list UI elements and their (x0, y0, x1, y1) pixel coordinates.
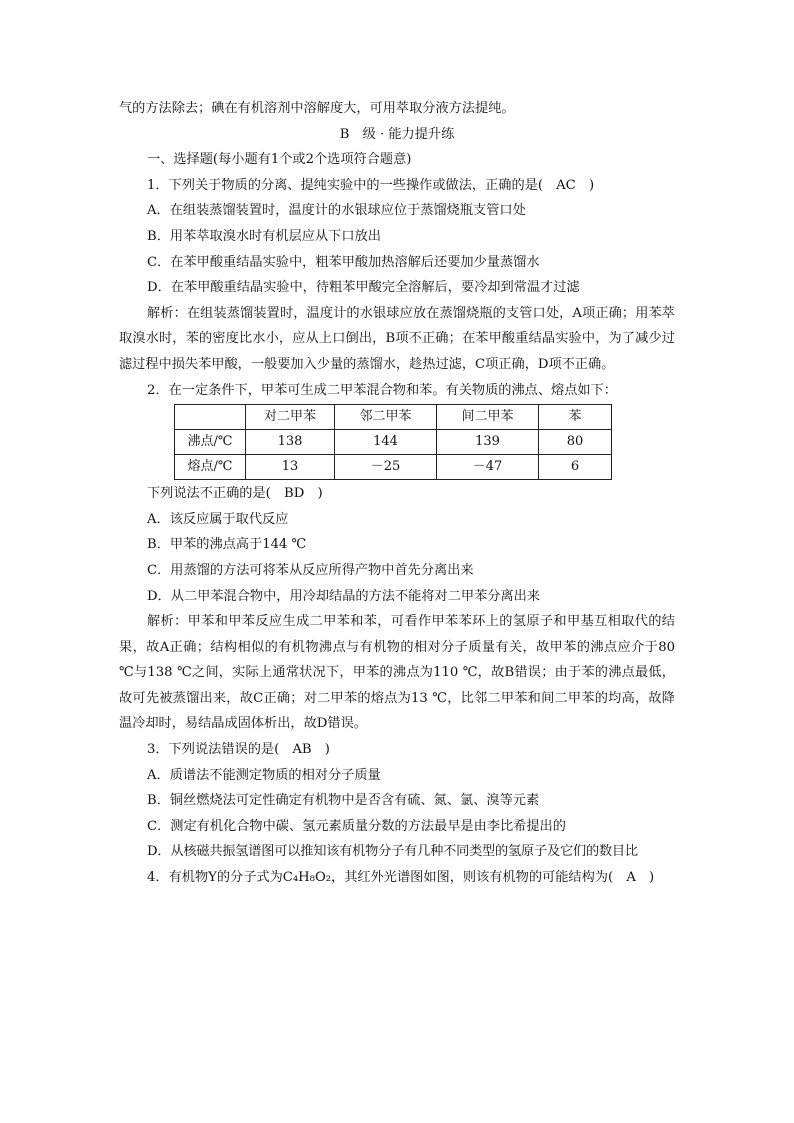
table-cell: －47 (437, 455, 539, 480)
table-header-cell: 邻二甲苯 (335, 405, 437, 430)
table-header-row (175, 405, 612, 430)
question-1-option-a: A．在组装蒸馏装置时，温度计的水银球应位于蒸馏烧瓶支管口处 (147, 203, 526, 219)
table-cell: 138 (246, 430, 335, 455)
text-line: 气的方法除去；碘在有机溶剂中溶解度大，可用萃取分液方法提纯。 (119, 101, 515, 116)
part-heading: 一、选择题(每小题有1个或2个选项符合题意) (147, 152, 412, 168)
table-row (175, 430, 612, 455)
boiling-melting-point-table (174, 404, 612, 480)
question-1-option-c: C．在苯甲酸重结晶实验中，粗苯甲酸加热溶解后还要加少量蒸馏水 (147, 254, 540, 270)
table-cell: 熔点/℃ (175, 455, 246, 480)
question-4: 4．有机物Y的分子式为C₄H₈O₂，其红外光谱图如图，则该有机物的可能结构为( A ) (147, 870, 655, 886)
question-2-option-c: C．用蒸馏的方法可将苯从反应所得产物中首先分离出来 (147, 562, 474, 578)
question-1-option-b: B．用苯萃取溴水时有机层应从下口放出 (147, 228, 381, 244)
table-header-cell: 间二甲苯 (437, 405, 539, 430)
question-2-option-d: D．从二甲苯混合物中，用冷却结晶的方法不能将对二甲苯分离出来 (147, 588, 541, 604)
table-cell: 80 (539, 430, 612, 455)
table-cell: 139 (437, 430, 539, 455)
question-2-explanation: 解析：甲苯和甲苯反应生成二甲苯和苯，可看作甲苯苯环上的氢原子和甲基互相取代的结果，故A正确；结构相似的有机物沸点与有机物的相对分子质量有关，故甲苯的沸点应介于80 ℃与138 ℃之间，实际上通常状况下，甲苯的沸点为110 ℃，故B错误；由于苯的沸点最低，故可先被蒸馏出来，故C正确；对二甲苯的熔点为13 ℃，比邻二甲苯和间二甲苯的均高，故降温冷却时，易结晶成固体析出，故D错误。 (119, 614, 675, 732)
table-row (175, 455, 612, 480)
table-cell: 沸点/℃ (175, 430, 246, 455)
question-1-explanation: 解析：在组装蒸馏装置时，温度计的水银球应放在蒸馏烧瓶的支管口处，A项正确；用苯萃取溴水时，苯的密度比水小，应从上口倒出，B项不正确；在苯甲酸重结晶实验中，为了减少过滤过程中损失苯甲酸，一般要加入少量的蒸馏水，趁热过滤，C项正确，D项不正确。 (119, 305, 675, 372)
question-1: 1．下列关于物质的分离、提纯实验中的一些操作或做法，正确的是( AC ) (147, 177, 595, 193)
question-3: 3．下列说法错误的是( AB ) (147, 742, 330, 758)
question-2: 2．在一定条件下，甲苯可生成二甲苯混合物和苯。有关物质的沸点、熔点如下： (147, 382, 617, 398)
question-1-option-d: D．在苯甲酸重结晶实验中，待粗苯甲酸完全溶解后，要冷却到常温才过滤 (147, 280, 580, 296)
table-header-cell (175, 405, 246, 430)
question-3-option-d: D．从核磁共振氢谱图可以推知该有机物分子有几种不同类型的氢原子及它们的数目比 (147, 844, 638, 860)
table-header-cell: 对二甲苯 (246, 405, 335, 430)
question-3-option-c: C．测定有机化合物中碳、氢元素质量分数的方法最早是由李比希提出的 (147, 818, 566, 834)
question-2-option-b: B．甲苯的沸点高于144 ℃ (147, 537, 307, 553)
table-cell: 144 (335, 430, 437, 455)
table-cell: －25 (335, 455, 437, 480)
table-header-cell: 苯 (539, 405, 612, 430)
table-cell: 6 (539, 455, 612, 480)
table-cell: 13 (246, 455, 335, 480)
document-content (119, 96, 675, 891)
question-3-option-a: A．质谱法不能测定物质的相对分子质量 (147, 767, 381, 783)
question-3-option-b: B．铜丝燃烧法可定性确定有机物中是否含有硫、氮、氯、溴等元素 (147, 793, 540, 809)
section-heading: B 级 · 能力提升练 (339, 126, 455, 142)
question-2-option-a: A．该反应属于取代反应 (147, 511, 289, 527)
question-2-stem: 下列说法不正确的是( BD ) (147, 486, 323, 502)
